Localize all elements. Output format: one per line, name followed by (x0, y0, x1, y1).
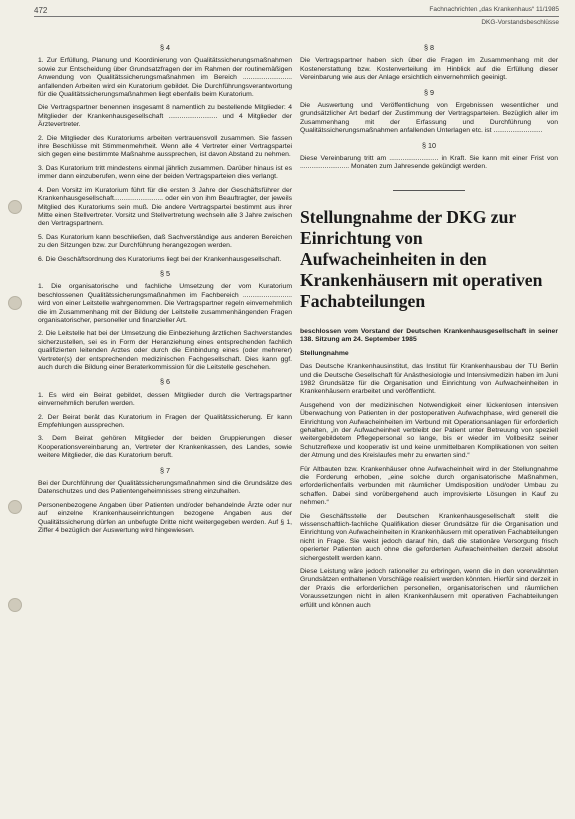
punch-hole (8, 598, 22, 612)
right-column-clauses (300, 44, 558, 172)
article-label: Stellungnahme (300, 349, 349, 357)
section-heading: § 10 (422, 140, 436, 150)
paragraph: 6. Die Geschäftsordnung des Kuratoriums liegt bei der Krankenhausgesellschaft. (38, 255, 282, 263)
paragraph: 1. Die organisatorische und fachliche Umsetzung der vom Kuratorium beschlossenen Qualitätssicherungsmaßnahmen im Fachbereich .......................... wird von einer Leitstelle wahrgenommen. Die Vertragspartner regeln einvernehmlich die im Zusammenhang mit der Bildung der Leitstelle zusammenhängenden Fragen organisatorischer, personeller und finanzieller Art. (38, 283, 292, 324)
punch-hole (8, 200, 22, 214)
article-body (300, 363, 558, 610)
article-subhead: beschlossen vom Vorstand der Deutschen Krankenhausgesellschaft in seiner 138. Sitzung am 24. September 1985 (300, 327, 558, 344)
section-heading: § 6 (160, 377, 170, 387)
section-heading: § 7 (160, 465, 170, 475)
article-paragraph: Das Deutsche Krankenhausinstitut, das Institut für Krankenhausbau der TU Berlin und die Deutsche Gesellschaft für Anästhesiologie und Intensivmedizin haben im Juni 1982 Grundsätze für die Organisation und Einrichtung von Aufwacheinheiten in Krankenhäusern erarbeitet und veröffentlicht. (300, 363, 558, 396)
paragraph: 1. Zur Erfüllung, Planung und Koordinierung von Qualitätssicherungsmaßnahmen sowie zur Entscheidung über Grundsatzfragen der im Rahmen der routinemäßigen Anwendung von Qualitätssicherungsmaßnahmen im Bereich .......................... anfallenden Arbeiten wird ein Kuratorium gebildet. Die Durchführungsverantwortung für die Qualitätssicherungsmaßnahmen liegt ebenfalls beim Kuratorium. (38, 57, 292, 99)
section-heading: § 8 (424, 43, 434, 52)
paragraph: 3. Das Kuratorium tritt mindestens einmal jährlich zusammen. Darüber hinaus ist es immer dann einzuberufen, wenn eine der beiden Vertragsparteien dies verlangt. (38, 164, 292, 181)
right-column (300, 38, 558, 615)
section-label: DKG-Vorstandsbeschlüsse (481, 19, 559, 26)
paragraph: Die Auswertung und Veröffentlichung von Ergebnissen wesentlicher und grundsätzlicher Art bedarf der Zustimmung der Vertragsparteien. Bezüglich aller im Zusammenhang mit der Erfassung und Durchführung von Qualitätssicherungsmaßnahmen anfallenden Unterlagen etc. ist .......................... (300, 102, 558, 135)
punch-hole (8, 296, 22, 310)
paragraph: 2. Die Mitglieder des Kuratoriums arbeiten vertrauensvoll zusammen. Sie fassen ihre Beschlüsse mit Stimmenmehrheit. Wenn alle 4 Vertreter einer Vertragspartei sich gegen eine bestimmte Maßnahme aussprechen, ist davon Abstand zu nehmen. (38, 134, 292, 159)
paragraph: 3. Dem Beirat gehören Mitglieder der beiden Gruppierungen dieser Kooperationsvereinbarung an, Vertreter der Krankenkassen, des Landes, sowie weitere Mitglieder, die das Kuratorium beruft. (38, 435, 292, 460)
article-headline: Stellungnahme der DKG zur Einrichtung von Aufwacheinheiten in den Krankenhäusern mit operativen Fachabteilungen (300, 206, 543, 311)
section-heading: § 5 (160, 268, 170, 278)
article-paragraph: Diese Leistung wäre jedoch rationeller zu erbringen, wenn die in den vorerwähnten Grundsätzen enthaltenen Vorschläge realisiert werden könnten. Hierfür sind derzeit in der Praxis die erforderlichen personellen, organisatorischen und räumlichen Voraussetzungen nicht in allen Krankenhäusern mit operativen Fachabteilungen erfüllt und können auch (300, 568, 558, 609)
header-rule (34, 16, 559, 17)
paragraph: 5. Das Kuratorium kann beschließen, daß Sachverständige aus anderen Bereichen zu den Sitzungen bzw. zur Durchführung herangezogen werden. (38, 233, 292, 250)
section-heading: § 9 (424, 87, 434, 97)
paragraph: Die Vertragspartner benennen insgesamt 8 namentlich zu bestellende Mitglieder: 4 Mitglieder der Krankenhausgesellschaft .......................... und 4 Mitglieder der Ärztevertreter. (38, 104, 292, 129)
punch-hole (8, 500, 22, 514)
paragraph: 4. Den Vorsitz im Kuratorium führt für die ersten 3 Jahre der Geschäftsführer der Krankenhausgesellschaft.......................... oder ein von ihm Beauftragter, der jeweils Mitglied des Kuratoriums sein muß. Die andere Vertragspartei bestimmt aus ihrer Mitte einen Stellvertreter. Vorsitz und Stellvertretung wechseln alle 3 Jahre zwischen den Vertragspartnern. (38, 186, 292, 228)
article-paragraph: Für Altbauten bzw. Krankenhäuser ohne Aufwacheinheit wird in der Stellungnahme die Forderung erhoben, „eine solche durch organisatorische Maßnahmen, erforderlichenfalls verbunden mit räumlicher Umdisposition und/oder Umbau zu schaffen. Dabei sind vorübergehend auch improvisierte Lösungen in Kauf zu nehmen.“ (300, 465, 558, 507)
journal-title: Fachnachrichten „das Krankenhaus“ 11/1985 (429, 6, 559, 13)
paragraph: 1. Es wird ein Beirat gebildet, dessen Mitglieder durch die Vertragspartner einvernehmlich berufen werden. (38, 391, 292, 408)
paragraph: 2. Die Leitstelle hat bei der Umsetzung die Einbeziehung ärztlichen Sachverstandes sicherzustellen, sei es in Form der Heranziehung eines entsprechenden fachlich qualifizierten leitenden Arztes oder durch die Einbindung eines (oder mehrerer) Vertreter(s) der entsprechenden medizinischen Fachgesellschaft. Dies kann ggf. auch durch die Bildung einer Beraterkommission für die Leitstelle geschehen. (38, 330, 292, 371)
paragraph: Diese Vereinbarung tritt am .......................... in Kraft. Sie kann mit einer Frist von .......................... Monaten zum Jahresende gekündigt werden. (300, 155, 558, 171)
article-paragraph: Ausgehend von der medizinischen Notwendigkeit einer lückenlosen intensiven Überwachung von Patienten in der postoperativen Aufwachphase, wird generell die Einrichtung von Aufwacheinheiten im Verbund mit Operationsanlagen für erforderlich gehalten, „in der Aufwacheinheit verbleibt der Patient unter Betreuung von speziell weitergebildetem Pflegepersonal so lange, bis er wieder im Vollbesitz seiner Schutzreflexe und kooperativ ist und keine unmittelbaren Komplikationen von seiten der Atmung und des Kreislaufes mehr zu erwarten sind.“ (300, 401, 558, 460)
section-heading: § 4 (160, 43, 170, 52)
paragraph: Personenbezogene Angaben über Patienten und/oder behandelnde Ärzte oder nur auf einzelne Krankenhauseinrichtungen bezogene Angaben aus der Qualitätssicherung dürfen an unbefugte Dritte nicht weitergegeben werden. Auf § 1, Ziffer 4 bezüglich der Auswertung wird hingewiesen. (38, 501, 292, 535)
separator-rule (393, 190, 465, 191)
left-column (38, 38, 292, 541)
article-paragraph: Die Geschäftsstelle der Deutschen Krankenhausgesellschaft stellt die wissenschaftlich-fachliche Qualifikation dieser Grundsätze für die Organisation und Einrichtung von Aufwacheinheiten in Krankenhäusern mit operativen Fachabteilungen nicht in Frage. Sie weist jedoch darauf hin, daß die stationäre Versorgung frisch operierter Patienten auch ohne die geforderten Aufwacheinheiten derzeit absolut sichergestellt werden kann. (300, 512, 558, 562)
page-number: 472 (34, 6, 48, 15)
paragraph: 2. Der Beirat berät das Kuratorium in Fragen der Qualitätssicherung. Er kann Empfehlungen aussprechen. (38, 413, 292, 430)
paragraph: Die Vertragspartner haben sich über die Fragen im Zusammenhang mit der Kostenerstattung bzw. Kostenverteilung im Hinblick auf die Erfüllung dieser Vereinbarung wie aus der Anlage ersichtlich einvernehmlich geeinigt. (300, 57, 558, 82)
paragraph: Bei der Durchführung der Qualitätssicherungsmaßnahmen sind die Grundsätze des Datenschutzes und des Patientengeheimnisses streng einzuhalten. (38, 480, 292, 496)
